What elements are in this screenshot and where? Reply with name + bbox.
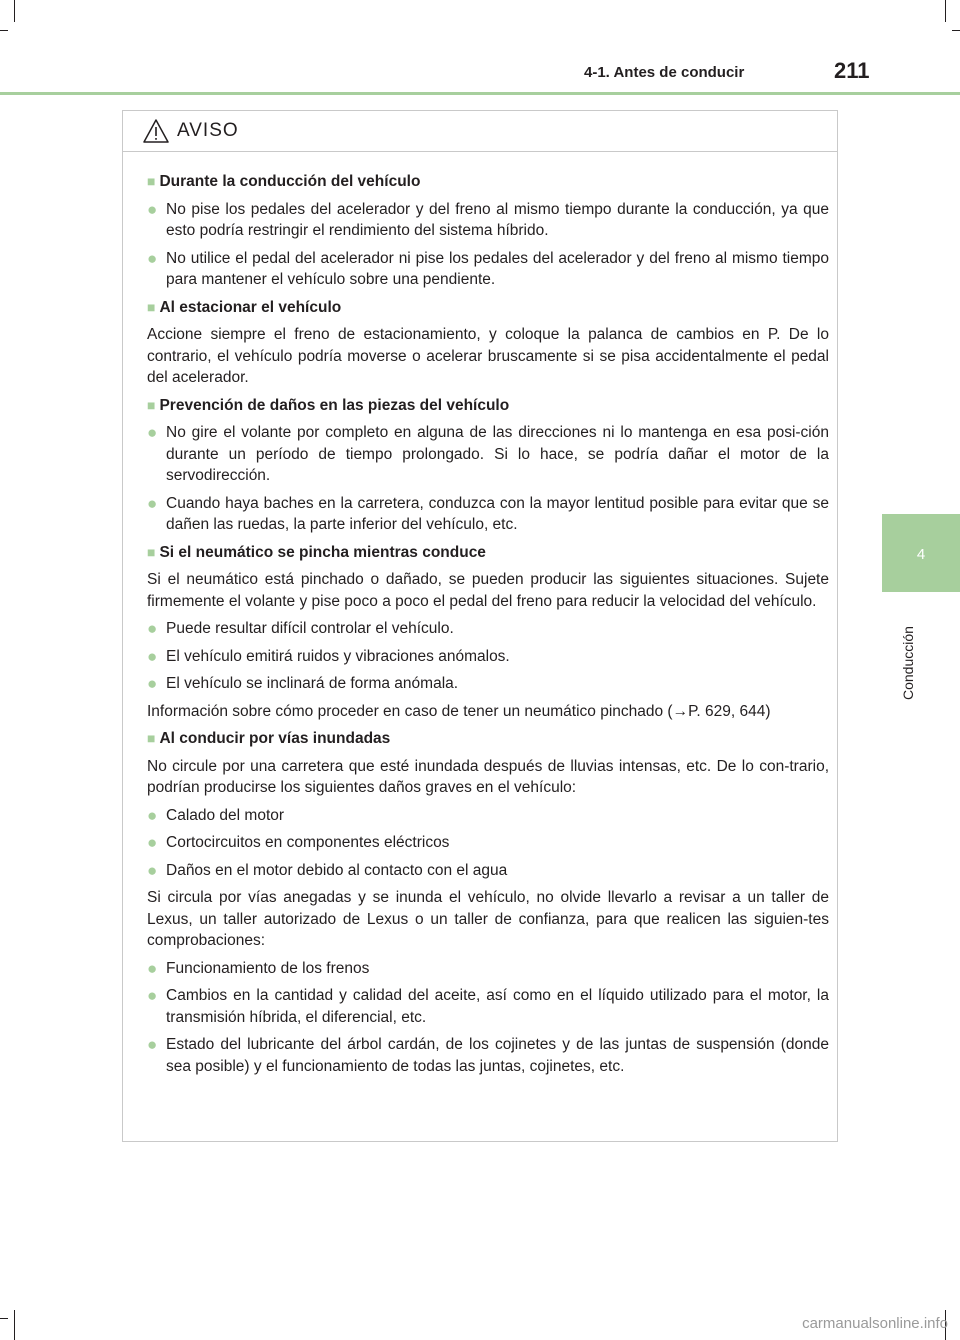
- notice-section: [147, 728, 829, 1077]
- notice-section: [147, 297, 829, 389]
- bullet-text: Calado del motor: [166, 806, 285, 824]
- crop-mark: [0, 30, 8, 31]
- square-bullet-icon: ■: [147, 173, 156, 189]
- warning-title: AVISO: [177, 120, 239, 141]
- dot-bullet-icon: ●: [147, 805, 158, 825]
- crop-mark: [0, 1318, 8, 1319]
- warning-content: [123, 152, 837, 1077]
- section-title: [147, 297, 829, 319]
- paragraph: Si el neumático está pinchado o dañado, se pueden producir las siguientes situaciones. Sujete firmemente el volante y pise poco a poco el pedal del freno para reducir la velocidad del vehículo.: [147, 571, 829, 610]
- dot-bullet-icon: ●: [147, 423, 158, 442]
- crop-mark: [945, 0, 946, 22]
- paragraph: Si circula por vías anegadas y se inunda el vehículo, no olvide llevarlo a revisar a un taller de Lexus, un taller autorizado de Lexus o un taller de confianza, para que realicen las siguien-tes comprobaciones:: [147, 889, 829, 949]
- paragraph: No circule por una carretera que esté inundada después de lluvias intensas, etc. De lo con-trario, podrían producirse los siguientes daños graves en el vehículo:: [147, 757, 829, 796]
- paragraph: Accione siempre el freno de estacionamiento, y coloque la palanca de cambios en P. De lo contrario, el vehículo podría moverse o acelerar bruscamente si se pisa accidentalmente el pedal del acelerador.: [147, 326, 829, 386]
- dot-bullet-icon: ●: [147, 493, 158, 513]
- notice-section: [147, 542, 829, 723]
- bullet-text: Puede resultar difícil controlar el vehículo.: [166, 620, 454, 637]
- chapter-number: 4: [916, 546, 926, 563]
- square-bullet-icon: ■: [147, 730, 156, 746]
- section-header: 4-1. Antes de conducir: [584, 64, 745, 81]
- section-title: [147, 542, 829, 564]
- dot-bullet-icon: ●: [147, 986, 158, 1005]
- paragraph: Información sobre cómo proceder en caso de tener un neumático pinchado (→P. 629, 644): [147, 702, 771, 720]
- section-title: [147, 728, 829, 750]
- section-title-text: Si el neumático se pincha mientras conduce: [159, 543, 486, 561]
- notice-section: [147, 171, 829, 291]
- bullet-text: Estado del lubricante del árbol cardán, de los cojinetes y de las juntas de suspensión (donde sea posible) y el funcionamiento de todas las juntas, cojinetes, etc.: [166, 1036, 829, 1075]
- bullet-text: Cambios en la cantidad y calidad del aceite, así como en el líquido utilizado para el motor, la transmisión híbrida, el diferencial, etc.: [166, 987, 829, 1026]
- chapter-label: [900, 604, 916, 704]
- square-bullet-icon: ■: [147, 298, 156, 315]
- bullet-item: [147, 493, 829, 536]
- bullet-text: El vehículo se inclinará de forma anómala.: [166, 675, 459, 692]
- bullet-text: Daños en el motor debido al contacto con el agua: [166, 861, 508, 879]
- section-title-text: Al conducir por vías inundadas: [159, 730, 391, 747]
- bullet-text: Cortocircuitos en componentes eléctricos: [166, 834, 450, 851]
- section-title: [147, 395, 829, 417]
- dot-bullet-icon: ●: [147, 674, 158, 693]
- section-title-text: Durante la conducción del vehículo: [159, 173, 421, 190]
- section-title: [147, 171, 829, 193]
- bullet-item: [147, 985, 829, 1028]
- bullet-item: [147, 646, 829, 668]
- bullet-text: No pise los pedales del acelerador y del freno al mismo tiempo durante la conducción, ya que esto podría restringir el rendimiento del sistema híbrido.: [166, 200, 829, 239]
- bullet-item: [147, 422, 829, 487]
- chapter-label-text: Conducción: [900, 626, 916, 700]
- bullet-item: [147, 860, 829, 882]
- bullet-text: El vehículo emitirá ruidos y vibraciones anómalos.: [166, 647, 510, 665]
- bullet-text: Funcionamiento de los frenos: [166, 959, 370, 977]
- warning-box: [122, 110, 838, 1142]
- section-title-text: Prevención de daños en las piezas del vehículo: [159, 396, 510, 414]
- square-bullet-icon: ■: [147, 396, 156, 413]
- dot-bullet-icon: ●: [147, 860, 158, 880]
- page-number: 211: [834, 58, 870, 83]
- watermark: carmanualsonline.info: [802, 1315, 948, 1332]
- bullet-item: [147, 958, 829, 980]
- bullet-item: [147, 1034, 829, 1077]
- crop-mark: [952, 30, 960, 31]
- crop-mark: [14, 1310, 15, 1340]
- bullet-text: No utilice el pedal del acelerador ni pise los pedales del acelerador y del freno al mismo tiempo para mantener el vehículo sobre una pendiente.: [166, 249, 829, 288]
- bullet-item: [147, 673, 829, 695]
- square-bullet-icon: ■: [147, 543, 156, 560]
- notice-section: [147, 395, 829, 536]
- crop-mark: [14, 0, 15, 22]
- bullet-item: [147, 832, 829, 854]
- dot-bullet-icon: ●: [147, 1035, 158, 1054]
- bullet-item: [147, 618, 829, 640]
- dot-bullet-icon: ●: [147, 199, 158, 219]
- bullet-item: [147, 199, 829, 242]
- dot-bullet-icon: ●: [147, 646, 158, 666]
- bullet-text: Cuando haya baches en la carretera, conduzca con la mayor lentitud posible para evitar que se dañen las ruedas, la parte inferior del vehículo, etc.: [166, 494, 829, 533]
- warning-triangle-icon: [143, 119, 169, 143]
- dot-bullet-icon: ●: [147, 958, 158, 978]
- header-rule: [0, 92, 960, 95]
- bullet-item: [147, 248, 829, 291]
- bullet-item: [147, 805, 829, 827]
- dot-bullet-icon: ●: [147, 833, 158, 852]
- dot-bullet-icon: ●: [147, 248, 158, 268]
- bullet-text: No gire el volante por completo en alguna de las direcciones ni lo mantenga en esa posi-ción durante un período de tiempo prolongado. Si lo hace, se podría dañar el motor de la servodirección.: [166, 424, 829, 484]
- dot-bullet-icon: ●: [147, 619, 158, 638]
- warning-box-header: [123, 111, 837, 152]
- section-title-text: Al estacionar el vehículo: [159, 298, 342, 316]
